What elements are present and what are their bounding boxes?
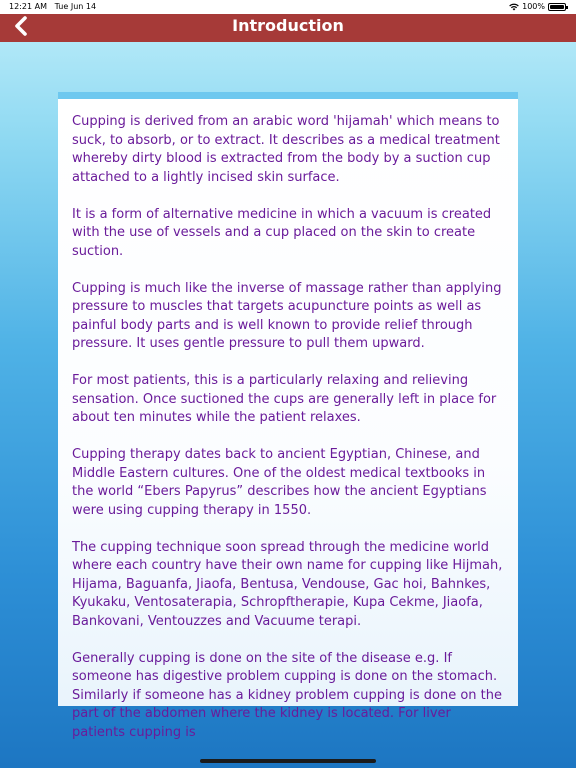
status-date: Tue Jun 14 bbox=[54, 2, 97, 11]
battery-percent: 100% bbox=[522, 2, 545, 11]
paragraph: It is a form of alternative medicine in which a vacuum is created with the use of vessels and a cup placed on the skin to create suction. bbox=[72, 206, 492, 259]
article-text bbox=[72, 113, 508, 761]
paragraph: Cupping is derived from an arabic word 'hijamah' which means to suck, to absorb, or to extract. It describes as a medical treatment whereby dirty blood is extracted from the body by a suction cup attached to a lightly incised skin surface. bbox=[72, 114, 500, 185]
paragraph: For most patients, this is a particularly relaxing and relieving sensation. Once suctioned the cups are generally left in place for about ten minutes while the patient relaxes. bbox=[72, 373, 497, 425]
battery-icon bbox=[548, 3, 566, 11]
paragraph: The cupping technique soon spread through the medicine world where each country have their own name for cupping like Hijmah, Hijama, Baguanfa, Jiaofa, Bentusa, Vendouse, Gac hoi, Bahnkes, Kyukaku, Ventosaterapia, Schropftherapie, Kupa Cekme, Jiaofa, Bankovani, Ventouzzes and Vacuume terapi. bbox=[72, 539, 503, 629]
home-indicator[interactable] bbox=[200, 759, 376, 763]
wifi-icon bbox=[509, 3, 519, 11]
paragraph: Cupping therapy dates back to ancient Egyptian, Chinese, and Middle Eastern cultures. One of the oldest medical textbooks in the world “Ebers Papyrus” describes how the ancient Egyptians were using cupping therapy in 1550. bbox=[72, 447, 487, 518]
paragraph: Generally cupping is done on the site of the disease e.g. If someone has digestive problem cupping is done on the stomach. Similarly if someone has a kidney problem cupping is done on the part of the abdomen where the kidney is located. For liver patients cupping is bbox=[72, 650, 502, 740]
status-indicators bbox=[509, 2, 566, 11]
content-card[interactable] bbox=[58, 92, 518, 740]
paragraph: Cupping is much like the inverse of massage rather than applying pressure to muscles that targets acupuncture points as well as painful body parts and is well known to provide relief through pressure. It uses gentle pressure to pull them upward. bbox=[72, 280, 502, 351]
navigation-bar bbox=[0, 14, 576, 42]
page-title: Introduction bbox=[232, 16, 344, 35]
status-bar bbox=[0, 0, 576, 14]
status-time-date bbox=[9, 2, 96, 11]
status-time: 12:21 AM bbox=[9, 2, 47, 11]
